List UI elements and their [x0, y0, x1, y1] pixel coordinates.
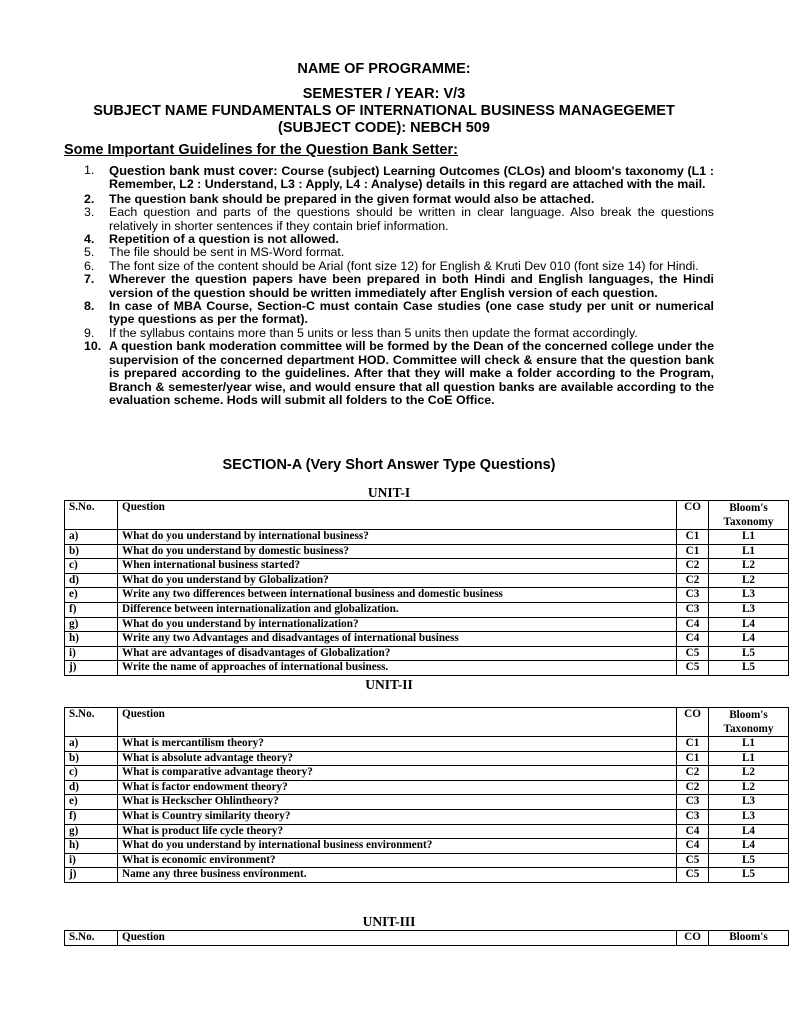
guideline-item: [64, 164, 714, 192]
co-cell: C1: [677, 530, 709, 545]
sno-cell: b): [65, 544, 118, 559]
co-cell: C2: [677, 573, 709, 588]
question-cell: Name any three business environment.: [118, 868, 677, 883]
guideline-number: 7.: [84, 272, 95, 287]
guideline-number: 2.: [84, 191, 95, 206]
sno-cell: e): [65, 795, 118, 810]
sno-cell: h): [65, 839, 118, 854]
guideline-number: 8.: [84, 299, 95, 314]
taxonomy-cell: L5: [709, 646, 789, 661]
guideline-text: Each question and parts of the questions should be written in clear language. Also break the questions relatively in shorter sentences if they contain brief information.: [109, 205, 714, 233]
taxonomy-cell: L3: [709, 588, 789, 603]
unit-2-question-table: [64, 707, 789, 883]
question-cell: What do you understand by domestic business?: [118, 544, 677, 559]
co-cell: C1: [677, 544, 709, 559]
co-cell: C1: [677, 751, 709, 766]
question-header: Question: [118, 931, 677, 946]
sno-cell: f): [65, 809, 118, 824]
sno-cell: i): [65, 853, 118, 868]
sno-header: S.No.: [65, 501, 118, 530]
semester-heading: SEMESTER / YEAR: V/3: [302, 86, 466, 102]
table-row: [65, 544, 789, 559]
taxonomy-cell: L3: [709, 795, 789, 810]
taxonomy-header: Bloom's Taxonomy: [709, 501, 789, 530]
table-row: [65, 573, 789, 588]
taxonomy-cell: L4: [709, 839, 789, 854]
question-cell: When international business started?: [118, 559, 677, 574]
question-cell: Write any two Advantages and disadvantages of international business: [118, 632, 677, 647]
guideline-item: [64, 327, 714, 340]
question-cell: What is absolute advantage theory?: [118, 751, 677, 766]
question-cell: What is economic environment?: [118, 853, 677, 868]
guideline-number: 10.: [84, 339, 102, 354]
guideline-number: 9.: [84, 325, 95, 340]
table-row: [65, 809, 789, 824]
sno-cell: e): [65, 588, 118, 603]
sno-cell: j): [65, 661, 118, 676]
co-cell: C3: [677, 809, 709, 824]
subject-code-heading: (SUBJECT CODE): NEBCH 509: [278, 120, 490, 136]
guideline-item: [64, 273, 714, 300]
taxonomy-cell: L2: [709, 559, 789, 574]
guideline-number: 3.: [84, 205, 95, 220]
co-cell: C5: [677, 868, 709, 883]
question-cell: Write any two differences between international business and domestic business: [118, 588, 677, 603]
guideline-item: [64, 193, 714, 206]
sno-cell: a): [65, 737, 118, 752]
sno-cell: g): [65, 617, 118, 632]
sno-cell: a): [65, 530, 118, 545]
table-row: [65, 646, 789, 661]
guidelines-list: [64, 164, 714, 407]
co-cell: C2: [677, 766, 709, 781]
question-cell: What is factor endowment theory?: [118, 780, 677, 795]
taxonomy-cell: L1: [709, 544, 789, 559]
table-row: [65, 588, 789, 603]
taxonomy-header: Bloom's Taxonomy: [709, 708, 789, 737]
question-cell: What are advantages of disadvantages of Globalization?: [118, 646, 677, 661]
table-row: [65, 780, 789, 795]
co-cell: C5: [677, 661, 709, 676]
taxonomy-cell: L3: [709, 602, 789, 617]
guideline-text: Repetition of a question is not allowed.: [109, 232, 339, 247]
guideline-text: The font size of the content should be Arial (font size 12) for English & Kruti Dev 010 (font size 14) for Hindi.: [109, 258, 699, 273]
co-cell: C4: [677, 632, 709, 647]
table-row: [65, 559, 789, 574]
table-row: [65, 824, 789, 839]
guideline-text: A question bank moderation committee will be formed by the Dean of the concerned college under the supervision of the concerned department HOD. Committee will check & ensure that the question bank is prepared according to the guidelines. After that they will make a folder according to the Program, Branch & semester/year wise, and would ensure that all question banks are available according to the evaluation scheme. Hods will submit all folders to the CoE Office.: [109, 339, 714, 407]
guideline-item: [64, 233, 714, 246]
sno-cell: f): [65, 602, 118, 617]
guideline-text: Wherever the question papers have been prepared in both Hindi and English languages, the Hindi version of the question should be written immediately after English version of each question.: [109, 272, 714, 300]
question-cell: What do you understand by international business?: [118, 530, 677, 545]
question-cell: What is Heckscher Ohlintheory?: [118, 795, 677, 810]
guideline-number: 6.: [84, 258, 95, 273]
table-row: [65, 766, 789, 781]
guideline-text: If the syllabus contains more than 5 units or less than 5 units then update the format accordingly.: [109, 325, 638, 340]
question-header: Question: [118, 708, 677, 737]
question-cell: What do you understand by internationalization?: [118, 617, 677, 632]
table-header-row: [65, 931, 789, 946]
unit-1-question-table: [64, 500, 789, 676]
co-cell: C3: [677, 588, 709, 603]
guideline-lead: Question bank must cover:: [109, 163, 278, 178]
guidelines-title: Some Important Guidelines for the Question Bank Setter:: [64, 142, 458, 158]
question-cell: What is product life cycle theory?: [118, 824, 677, 839]
table-row: [65, 737, 789, 752]
taxonomy-cell: L5: [709, 661, 789, 676]
sno-cell: d): [65, 780, 118, 795]
guideline-number: 5.: [84, 245, 95, 260]
co-cell: C4: [677, 617, 709, 632]
sno-cell: c): [65, 766, 118, 781]
taxonomy-cell: L2: [709, 766, 789, 781]
question-cell: What is Country similarity theory?: [118, 809, 677, 824]
unit-2-rows: [65, 737, 789, 883]
section-title: SECTION-A (Very Short Answer Type Questions): [222, 457, 556, 473]
question-cell: Write the name of approaches of international business.: [118, 661, 677, 676]
co-cell: C2: [677, 780, 709, 795]
guideline-number: 1.: [84, 163, 95, 177]
guideline-text: The question bank should be prepared in the given format would also be attached.: [109, 191, 595, 206]
taxonomy-cell: L3: [709, 809, 789, 824]
subject-heading: SUBJECT NAME FUNDAMENTALS OF INTERNATIONAL BUSINESS MANAGEGEMET: [93, 103, 675, 119]
sno-cell: j): [65, 868, 118, 883]
taxonomy-cell: L4: [709, 824, 789, 839]
guideline-item: [64, 260, 714, 273]
table-header-row: [65, 708, 789, 737]
table-row: [65, 661, 789, 676]
sno-cell: i): [65, 646, 118, 661]
taxonomy-cell: L2: [709, 780, 789, 795]
guideline-number: 4.: [84, 232, 95, 247]
co-cell: C3: [677, 795, 709, 810]
co-header: CO: [677, 501, 709, 530]
sno-cell: c): [65, 559, 118, 574]
table-row: [65, 602, 789, 617]
table-row: [65, 632, 789, 647]
table-row: [65, 839, 789, 854]
guideline-item: [64, 246, 714, 259]
sno-cell: d): [65, 573, 118, 588]
taxonomy-cell: L5: [709, 868, 789, 883]
question-cell: Difference between internationalization and globalization.: [118, 602, 677, 617]
sno-header: S.No.: [65, 931, 118, 946]
sno-cell: h): [65, 632, 118, 647]
unit-title: UNIT-II: [365, 677, 413, 692]
question-cell: What do you understand by Globalization?: [118, 573, 677, 588]
guideline-text: Course (subject) Learning Outcomes (CLOs) and bloom's taxonomy (L1 : Remember, L2 : Understand, L3 : Apply, L4 : Analyse) details in this regard are attached with the mail.: [109, 164, 714, 192]
co-cell: C3: [677, 602, 709, 617]
taxonomy-cell: L4: [709, 617, 789, 632]
taxonomy-cell: L1: [709, 751, 789, 766]
taxonomy-cell: L5: [709, 853, 789, 868]
guideline-item: [64, 300, 714, 327]
unit-title: UNIT-III: [362, 914, 416, 929]
question-cell: What is comparative advantage theory?: [118, 766, 677, 781]
table-row: [65, 853, 789, 868]
co-cell: C5: [677, 646, 709, 661]
table-row: [65, 868, 789, 883]
unit-title: UNIT-I: [367, 485, 411, 500]
table-row: [65, 530, 789, 545]
programme-heading: NAME OF PROGRAMME:: [297, 61, 471, 77]
taxonomy-cell: L1: [709, 737, 789, 752]
table-row: [65, 751, 789, 766]
sno-cell: b): [65, 751, 118, 766]
co-header: CO: [677, 708, 709, 737]
co-cell: C4: [677, 839, 709, 854]
table-header-row: [65, 501, 789, 530]
taxonomy-cell: L1: [709, 530, 789, 545]
taxonomy-cell: L4: [709, 632, 789, 647]
taxonomy-cell: L2: [709, 573, 789, 588]
unit-3-question-table: [64, 930, 789, 946]
table-row: [65, 617, 789, 632]
sno-cell: g): [65, 824, 118, 839]
unit-1-rows: [65, 530, 789, 676]
guideline-item: [64, 206, 714, 233]
guideline-text: In case of MBA Course, Section-C must contain Case studies (one case study per unit or numerical type questions as per the format).: [109, 299, 714, 327]
question-cell: What is mercantilism theory?: [118, 737, 677, 752]
guideline-text: The file should be sent in MS-Word format.: [109, 245, 345, 260]
question-cell: What do you understand by international business environment?: [118, 839, 677, 854]
question-header: Question: [118, 501, 677, 530]
co-cell: C1: [677, 737, 709, 752]
taxonomy-header: Bloom's: [709, 931, 789, 946]
co-header: CO: [677, 931, 709, 946]
co-cell: C5: [677, 853, 709, 868]
sno-header: S.No.: [65, 708, 118, 737]
co-cell: C4: [677, 824, 709, 839]
table-row: [65, 795, 789, 810]
guideline-item: [64, 340, 714, 407]
co-cell: C2: [677, 559, 709, 574]
